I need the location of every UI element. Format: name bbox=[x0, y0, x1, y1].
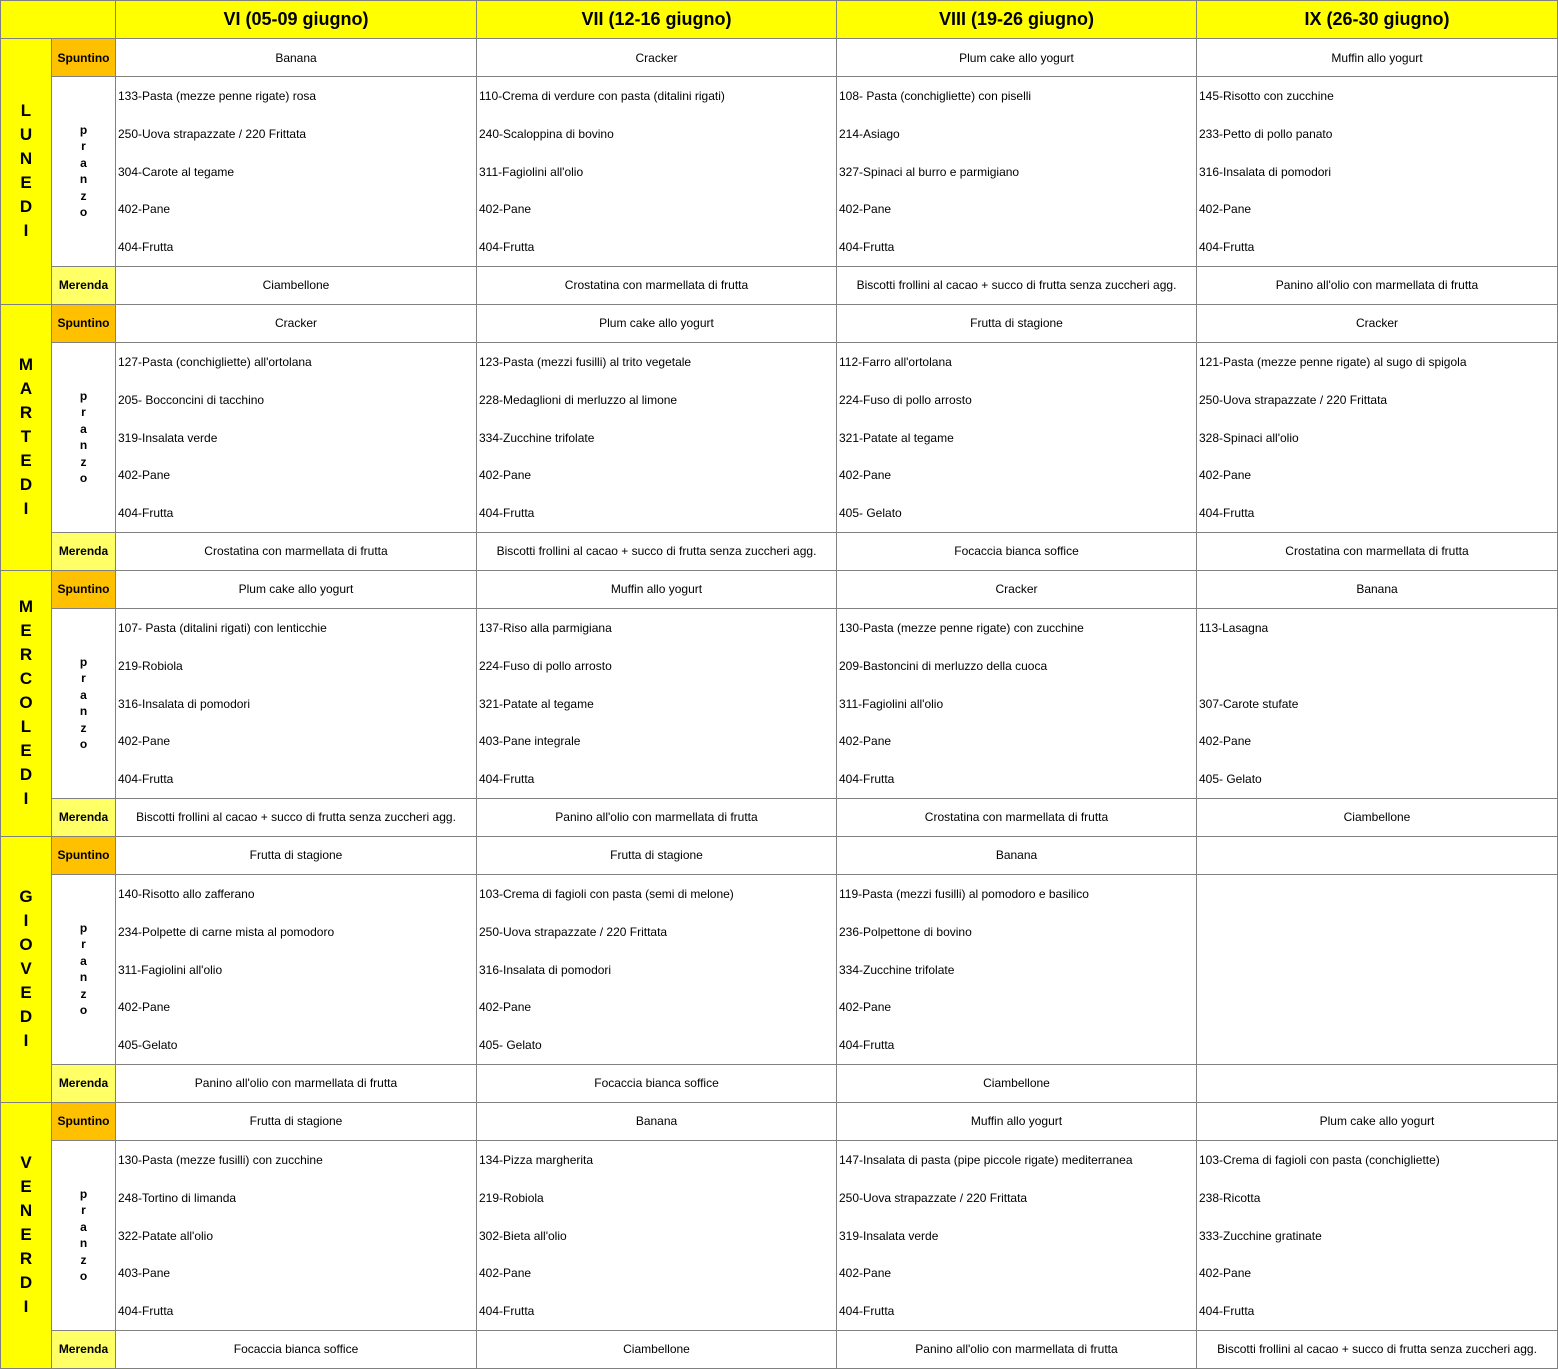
dish-item: 328-Spinaci all'olio bbox=[1199, 430, 1299, 445]
pranzo-letter: o bbox=[79, 1003, 88, 1018]
dish-item: 404-Frutta bbox=[479, 506, 535, 521]
merenda-cell: Panino all'olio con marmellata di frutta bbox=[477, 798, 837, 836]
dish-item: 402-Pane bbox=[839, 1000, 892, 1015]
spuntino-row bbox=[1, 836, 1558, 874]
day-letter: D bbox=[19, 765, 33, 785]
day-letter: E bbox=[20, 1225, 32, 1245]
day-name-vertical bbox=[1, 99, 51, 243]
pranzo-cell bbox=[116, 874, 477, 1064]
menu-body bbox=[1, 39, 1558, 1369]
dish-item: 402-Pane bbox=[839, 202, 892, 217]
dish-item: 307-Carote stufate bbox=[1199, 696, 1299, 711]
pranzo-row bbox=[1, 1140, 1558, 1330]
spuntino-cell: Frutta di stagione bbox=[477, 836, 837, 874]
dish-item: 321-Patate al tegame bbox=[479, 696, 594, 711]
day-letter: U bbox=[19, 125, 33, 145]
pranzo-cell bbox=[477, 874, 837, 1064]
dish-item: 110-Crema di verdure con pasta (ditalini rigati) bbox=[479, 89, 725, 103]
day-letter: E bbox=[20, 1177, 32, 1197]
pranzo-cell bbox=[477, 608, 837, 798]
day-letter: I bbox=[23, 499, 29, 519]
pranzo-letter: n bbox=[79, 438, 88, 453]
day-name-vertical bbox=[1, 353, 51, 521]
day-letter: I bbox=[23, 911, 29, 931]
dish-item: 113-Lasagna bbox=[1199, 620, 1269, 635]
merenda-cell: Crostatina con marmellata di frutta bbox=[1197, 532, 1558, 570]
dish-item: 404-Frutta bbox=[1199, 506, 1255, 521]
dish-item: 405- Gelato bbox=[1199, 772, 1262, 787]
meal-label-spuntino: Spuntino bbox=[52, 570, 116, 608]
dish-item: 205- Bocconcini di tacchino bbox=[118, 392, 265, 407]
day-letter: E bbox=[20, 741, 32, 761]
merenda-cell: Crostatina con marmellata di frutta bbox=[116, 532, 477, 570]
dish-item: 130-Pasta (mezze penne rigate) con zucchine bbox=[839, 620, 1084, 635]
day-label bbox=[1, 304, 52, 570]
spuntino-row bbox=[1, 39, 1558, 77]
dish-item: 404-Frutta bbox=[479, 1304, 535, 1319]
pranzo-vertical bbox=[52, 654, 115, 753]
pranzo-letter: a bbox=[80, 155, 87, 170]
week-header: IX (26-30 giugno) bbox=[1197, 1, 1558, 39]
pranzo-letter: a bbox=[80, 1219, 87, 1234]
dish-item: 250-Uova strapazzate / 220 Frittata bbox=[1199, 392, 1388, 407]
day-letter: R bbox=[19, 1249, 33, 1269]
dish-item: 319-Insalata verde bbox=[118, 430, 218, 445]
merenda-cell: Focaccia bianca soffice bbox=[837, 532, 1197, 570]
dish-item: 327-Spinaci al burro e parmigiano bbox=[839, 164, 1020, 179]
meal-label-spuntino: Spuntino bbox=[52, 1102, 116, 1140]
dish-item: 209-Bastoncini di merluzzo della cuoca bbox=[839, 658, 1048, 673]
dish-item: 248-Tortino di limanda bbox=[118, 1190, 237, 1205]
spuntino-row bbox=[1, 1102, 1558, 1140]
day-letter: N bbox=[19, 1201, 33, 1221]
pranzo-row bbox=[1, 342, 1558, 532]
dish-item: 228-Medaglioni di merluzzo al limone bbox=[479, 392, 678, 407]
dish-item: 302-Bieta all'olio bbox=[479, 1228, 567, 1243]
merenda-cell: Biscotti frollini al cacao + succo di frutta senza zuccheri agg. bbox=[116, 798, 477, 836]
pranzo-cell bbox=[1197, 342, 1558, 532]
spuntino-cell: Frutta di stagione bbox=[837, 304, 1197, 342]
day-letter: T bbox=[20, 427, 32, 447]
dish-item bbox=[1199, 1026, 1555, 1064]
dish-item: 103-Crema di fagioli con pasta (semi di melone) bbox=[479, 886, 734, 901]
pranzo-row bbox=[1, 874, 1558, 1064]
day-letter: O bbox=[19, 693, 33, 713]
pranzo-cell bbox=[1197, 1140, 1558, 1330]
pranzo-letter: n bbox=[79, 172, 88, 187]
day-letter: I bbox=[23, 221, 29, 241]
pranzo-letter: o bbox=[79, 737, 88, 752]
pranzo-row bbox=[1, 608, 1558, 798]
meal-label-spuntino: Spuntino bbox=[52, 304, 116, 342]
dish-item: 130-Pasta (mezze fusilli) con zucchine bbox=[118, 1152, 323, 1167]
pranzo-cell bbox=[837, 1140, 1197, 1330]
day-letter: E bbox=[20, 621, 32, 641]
meal-label-spuntino: Spuntino bbox=[52, 39, 116, 77]
day-letter: D bbox=[19, 1007, 33, 1027]
merenda-cell: Ciambellone bbox=[1197, 798, 1558, 836]
dish-item: 250-Uova strapazzate / 220 Frittata bbox=[839, 1190, 1028, 1205]
day-label bbox=[1, 836, 52, 1102]
dish-item: 402-Pane bbox=[1199, 734, 1252, 749]
spuntino-cell: Cracker bbox=[837, 570, 1197, 608]
header-row bbox=[1, 1, 1558, 39]
dish-item: 133-Pasta (mezze penne rigate) rosa bbox=[118, 89, 317, 103]
pranzo-letter: z bbox=[80, 720, 87, 735]
dish-item: 402-Pane bbox=[479, 1000, 532, 1015]
day-letter: I bbox=[23, 789, 29, 809]
dish-item: 304-Carote al tegame bbox=[118, 164, 235, 179]
dish-item: 311-Fagiolini all'olio bbox=[479, 164, 584, 179]
merenda-cell: Biscotti frollini al cacao + succo di frutta senza zuccheri agg. bbox=[477, 532, 837, 570]
day-letter: G bbox=[19, 887, 33, 907]
dish-item: 219-Robiola bbox=[118, 658, 183, 673]
pranzo-cell bbox=[1197, 608, 1558, 798]
header-corner bbox=[1, 1, 116, 39]
dish-item: 250-Uova strapazzate / 220 Frittata bbox=[118, 126, 307, 141]
day-letter: N bbox=[19, 149, 33, 169]
pranzo-letter: p bbox=[79, 654, 88, 669]
spuntino-cell: Muffin allo yogurt bbox=[1197, 39, 1558, 77]
day-letter: L bbox=[20, 717, 32, 737]
pranzo-letter: r bbox=[81, 937, 86, 952]
dish-item: 316-Insalata di pomodori bbox=[479, 962, 612, 977]
day-letter: I bbox=[23, 1297, 29, 1317]
meal-label-pranzo bbox=[52, 608, 116, 798]
dish-item: 236-Polpettone di bovino bbox=[839, 924, 972, 939]
day-letter: E bbox=[20, 983, 32, 1003]
dish-item: 403-Pane integrale bbox=[479, 734, 581, 749]
spuntino-cell: Banana bbox=[116, 39, 477, 77]
day-letter: E bbox=[20, 173, 32, 193]
pranzo-letter: r bbox=[81, 139, 86, 154]
dish-item: 147-Insalata di pasta (pipe piccole rigate) mediterranea bbox=[839, 1152, 1133, 1167]
spuntino-cell: Muffin allo yogurt bbox=[477, 570, 837, 608]
pranzo-cell bbox=[116, 342, 477, 532]
dish-item: 402-Pane bbox=[1199, 468, 1252, 483]
meal-label-pranzo bbox=[52, 874, 116, 1064]
dish-item: 322-Patate all'olio bbox=[118, 1228, 214, 1243]
day-name-vertical bbox=[1, 595, 51, 811]
dish-item: 134-Pizza margherita bbox=[479, 1152, 594, 1167]
spuntino-cell: Cracker bbox=[477, 39, 837, 77]
dish-item: 405- Gelato bbox=[479, 1038, 542, 1053]
spuntino-cell: Banana bbox=[477, 1102, 837, 1140]
dish-item bbox=[1199, 913, 1555, 951]
dish-item: 333-Zucchine gratinate bbox=[1199, 1228, 1322, 1243]
merenda-cell: Crostatina con marmellata di frutta bbox=[477, 266, 837, 304]
pranzo-letter: o bbox=[79, 205, 88, 220]
dish-item: 402-Pane bbox=[1199, 1266, 1252, 1281]
pranzo-letter: a bbox=[80, 687, 87, 702]
merenda-cell: Focaccia bianca soffice bbox=[477, 1064, 837, 1102]
pranzo-vertical bbox=[52, 122, 115, 221]
dish-item: 402-Pane bbox=[839, 1266, 892, 1281]
dish-item: 316-Insalata di pomodori bbox=[1199, 164, 1332, 179]
pranzo-letter: a bbox=[80, 421, 87, 436]
pranzo-letter: z bbox=[80, 188, 87, 203]
dish-item: 119-Pasta (mezzi fusilli) al pomodoro e basilico bbox=[839, 886, 1089, 901]
dish-item: 402-Pane bbox=[479, 1266, 532, 1281]
pranzo-letter: p bbox=[79, 920, 88, 935]
pranzo-letter: o bbox=[79, 471, 88, 486]
dish-item: 404-Frutta bbox=[118, 1304, 174, 1319]
merenda-row bbox=[1, 266, 1558, 304]
dish-item: 404-Frutta bbox=[839, 772, 895, 787]
dish-item: 404-Frutta bbox=[1199, 1304, 1255, 1319]
dish-item: 219-Robiola bbox=[479, 1190, 544, 1205]
dish-item: 140-Risotto allo zafferano bbox=[118, 886, 255, 901]
day-label bbox=[1, 1102, 52, 1368]
dish-item: 405-Gelato bbox=[118, 1038, 178, 1053]
spuntino-row bbox=[1, 304, 1558, 342]
merenda-row bbox=[1, 532, 1558, 570]
meal-label-merenda: Merenda bbox=[52, 1064, 116, 1102]
dish-item: 404-Frutta bbox=[839, 1038, 895, 1053]
dish-item: 404-Frutta bbox=[479, 240, 535, 255]
merenda-cell: Crostatina con marmellata di frutta bbox=[837, 798, 1197, 836]
day-letter: D bbox=[19, 197, 33, 217]
meal-label-pranzo bbox=[52, 342, 116, 532]
merenda-row bbox=[1, 798, 1558, 836]
dish-item: 224-Fuso di pollo arrosto bbox=[839, 392, 972, 407]
pranzo-cell bbox=[1197, 77, 1558, 267]
dish-item: 404-Frutta bbox=[1199, 240, 1255, 255]
dish-item: 107- Pasta (ditalini rigati) con lenticchie bbox=[118, 620, 327, 635]
day-letter: A bbox=[19, 379, 33, 399]
pranzo-letter: p bbox=[79, 1186, 88, 1201]
pranzo-cell bbox=[477, 342, 837, 532]
pranzo-vertical bbox=[52, 920, 115, 1019]
dish-item: 404-Frutta bbox=[118, 506, 174, 521]
pranzo-letter: n bbox=[79, 1236, 88, 1251]
pranzo-cell bbox=[116, 1140, 477, 1330]
dish-item: 402-Pane bbox=[479, 468, 532, 483]
spuntino-cell: Cracker bbox=[116, 304, 477, 342]
dish-item: 404-Frutta bbox=[118, 240, 174, 255]
dish-item: 402-Pane bbox=[118, 734, 171, 749]
spuntino-cell: Banana bbox=[837, 836, 1197, 874]
day-letter: O bbox=[19, 935, 33, 955]
merenda-row bbox=[1, 1064, 1558, 1102]
pranzo-cell bbox=[477, 1140, 837, 1330]
meal-label-merenda: Merenda bbox=[52, 266, 116, 304]
merenda-cell: Ciambellone bbox=[837, 1064, 1197, 1102]
dish-item: 319-Insalata verde bbox=[839, 1228, 939, 1243]
pranzo-letter: z bbox=[80, 1252, 87, 1267]
dish-item: 112-Farro all'ortolana bbox=[839, 354, 952, 369]
dish-item: 233-Petto di pollo panato bbox=[1199, 126, 1333, 141]
day-name-vertical bbox=[1, 885, 51, 1053]
pranzo-cell bbox=[116, 77, 477, 267]
week-header: VI (05-09 giugno) bbox=[116, 1, 477, 39]
spuntino-cell: Frutta di stagione bbox=[116, 1102, 477, 1140]
dish-item: 403-Pane bbox=[118, 1266, 171, 1281]
dish-item: 334-Zucchine trifolate bbox=[479, 430, 595, 445]
day-label bbox=[1, 39, 52, 305]
day-name-vertical bbox=[1, 1151, 51, 1319]
dish-item: 321-Patate al tegame bbox=[839, 430, 954, 445]
merenda-cell: Panino all'olio con marmellata di frutta bbox=[1197, 266, 1558, 304]
pranzo-row bbox=[1, 77, 1558, 267]
pranzo-letter: z bbox=[80, 986, 87, 1001]
dish-item: 240-Scaloppina di bovino bbox=[479, 126, 614, 141]
merenda-cell: Panino all'olio con marmellata di frutta bbox=[837, 1330, 1197, 1368]
day-letter: M bbox=[18, 355, 34, 375]
dish-item: 404-Frutta bbox=[839, 1304, 895, 1319]
meal-label-merenda: Merenda bbox=[52, 532, 116, 570]
day-letter: V bbox=[20, 1153, 32, 1173]
spuntino-cell: Frutta di stagione bbox=[116, 836, 477, 874]
spuntino-cell: Plum cake allo yogurt bbox=[116, 570, 477, 608]
dish-item: 311-Fagiolini all'olio bbox=[118, 962, 223, 977]
pranzo-cell bbox=[837, 608, 1197, 798]
dish-item bbox=[1199, 988, 1555, 1026]
dish-item: 250-Uova strapazzate / 220 Frittata bbox=[479, 924, 668, 939]
dish-item: 404-Frutta bbox=[118, 772, 174, 787]
week-header: VIII (19-26 giugno) bbox=[837, 1, 1197, 39]
dish-item bbox=[1199, 951, 1555, 989]
pranzo-cell bbox=[837, 77, 1197, 267]
dish-item: 316-Insalata di pomodori bbox=[118, 696, 251, 711]
dish-item: 402-Pane bbox=[118, 1000, 171, 1015]
dish-item: 127-Pasta (conchigliette) all'ortolana bbox=[118, 354, 312, 369]
pranzo-cell bbox=[116, 608, 477, 798]
merenda-cell: Biscotti frollini al cacao + succo di frutta senza zuccheri agg. bbox=[837, 266, 1197, 304]
pranzo-letter: o bbox=[79, 1269, 88, 1284]
dish-item: 224-Fuso di pollo arrosto bbox=[479, 658, 612, 673]
pranzo-letter: z bbox=[80, 454, 87, 469]
day-letter: R bbox=[19, 645, 33, 665]
dish-item: 404-Frutta bbox=[479, 772, 535, 787]
spuntino-cell: Plum cake allo yogurt bbox=[1197, 1102, 1558, 1140]
pranzo-letter: a bbox=[80, 953, 87, 968]
dish-item: 402-Pane bbox=[479, 202, 532, 217]
day-letter: C bbox=[19, 669, 33, 689]
merenda-cell: Ciambellone bbox=[116, 266, 477, 304]
day-letter: D bbox=[19, 1273, 33, 1293]
dish-item bbox=[1199, 647, 1555, 685]
dish-item: 404-Frutta bbox=[839, 240, 895, 255]
meal-label-pranzo bbox=[52, 1140, 116, 1330]
dish-item: 145-Risotto con zucchine bbox=[1199, 89, 1334, 103]
week-header: VII (12-16 giugno) bbox=[477, 1, 837, 39]
dish-item: 402-Pane bbox=[1199, 202, 1252, 217]
merenda-cell: Biscotti frollini al cacao + succo di frutta senza zuccheri agg. bbox=[1197, 1330, 1558, 1368]
pranzo-cell bbox=[837, 342, 1197, 532]
dish-item: 123-Pasta (mezzi fusilli) al trito vegetale bbox=[479, 354, 692, 369]
day-letter: M bbox=[18, 597, 34, 617]
dish-item: 311-Fagiolini all'olio bbox=[839, 696, 944, 711]
pranzo-letter: r bbox=[81, 671, 86, 686]
dish-item bbox=[1199, 875, 1555, 913]
dish-item: 402-Pane bbox=[118, 468, 171, 483]
dish-item: 405- Gelato bbox=[839, 506, 902, 521]
day-label bbox=[1, 570, 52, 836]
dish-item: 402-Pane bbox=[118, 202, 171, 217]
day-letter: E bbox=[20, 451, 32, 471]
pranzo-letter: r bbox=[81, 405, 86, 420]
dish-item: 108- Pasta (conchigliette) con piselli bbox=[839, 89, 1032, 103]
merenda-cell: Panino all'olio con marmellata di frutta bbox=[116, 1064, 477, 1102]
spuntino-row bbox=[1, 570, 1558, 608]
day-letter: V bbox=[20, 959, 32, 979]
dish-item: 103-Crema di fagioli con pasta (conchigliette) bbox=[1199, 1152, 1440, 1167]
meal-label-pranzo bbox=[52, 77, 116, 267]
day-letter: R bbox=[19, 403, 33, 423]
pranzo-cell bbox=[477, 77, 837, 267]
pranzo-letter: p bbox=[79, 122, 88, 137]
dish-item: 234-Polpette di carne mista al pomodoro bbox=[118, 924, 335, 939]
merenda-cell: Focaccia bianca soffice bbox=[116, 1330, 477, 1368]
day-letter: D bbox=[19, 475, 33, 495]
dish-item: 334-Zucchine trifolate bbox=[839, 962, 955, 977]
day-letter: I bbox=[23, 1031, 29, 1051]
merenda-cell bbox=[1197, 1064, 1558, 1102]
dish-item: 121-Pasta (mezze penne rigate) al sugo di spigola bbox=[1199, 354, 1467, 369]
day-letter: L bbox=[20, 101, 32, 121]
dish-item: 214-Asiago bbox=[839, 126, 900, 141]
pranzo-vertical bbox=[52, 388, 115, 487]
dish-item: 402-Pane bbox=[839, 734, 892, 749]
pranzo-letter: n bbox=[79, 970, 88, 985]
pranzo-letter: r bbox=[81, 1203, 86, 1218]
meal-label-spuntino: Spuntino bbox=[52, 836, 116, 874]
spuntino-cell bbox=[1197, 836, 1558, 874]
spuntino-cell: Muffin allo yogurt bbox=[837, 1102, 1197, 1140]
dish-item: 238-Ricotta bbox=[1199, 1190, 1261, 1205]
meal-label-merenda: Merenda bbox=[52, 798, 116, 836]
dish-item: 137-Riso alla parmigiana bbox=[479, 620, 612, 635]
spuntino-cell: Banana bbox=[1197, 570, 1558, 608]
spuntino-cell: Plum cake allo yogurt bbox=[477, 304, 837, 342]
pranzo-cell bbox=[1197, 874, 1558, 1064]
spuntino-cell: Plum cake allo yogurt bbox=[837, 39, 1197, 77]
dish-item: 402-Pane bbox=[839, 468, 892, 483]
pranzo-letter: n bbox=[79, 704, 88, 719]
pranzo-vertical bbox=[52, 1186, 115, 1285]
pranzo-letter: p bbox=[79, 388, 88, 403]
merenda-cell: Ciambellone bbox=[477, 1330, 837, 1368]
pranzo-cell bbox=[837, 874, 1197, 1064]
meal-label-merenda: Merenda bbox=[52, 1330, 116, 1368]
spuntino-cell: Cracker bbox=[1197, 304, 1558, 342]
